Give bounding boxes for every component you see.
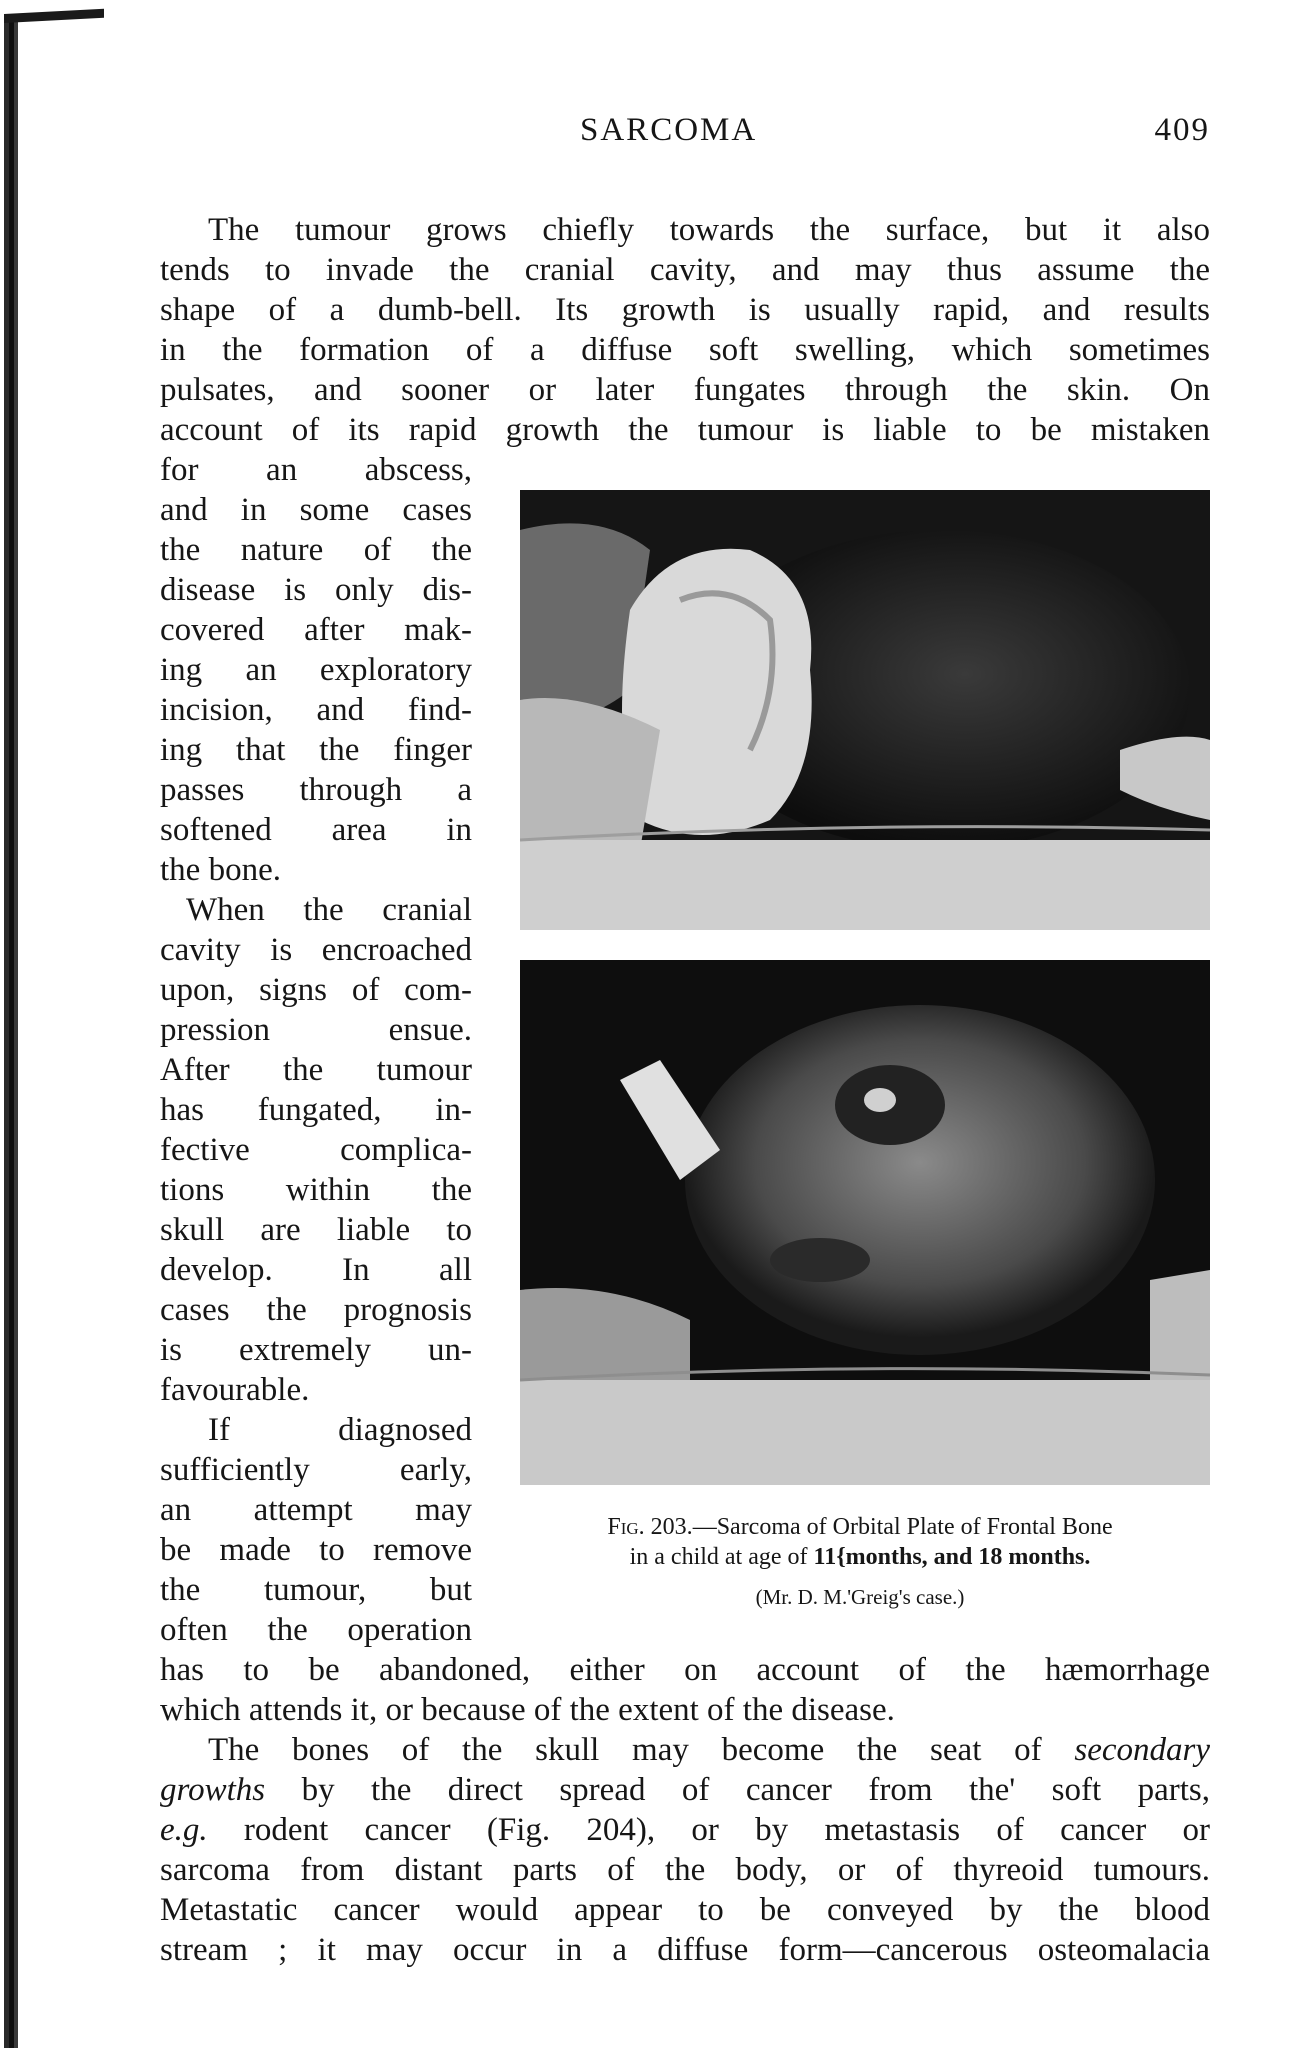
caption-text: in a child at age of <box>629 1544 814 1570</box>
body-line: stream ; it may occur in a diffuse form—cancerous osteomalacia <box>160 1932 1210 1968</box>
column-line: develop. In all <box>160 1252 472 1288</box>
column-line: the nature of the <box>160 532 472 568</box>
column-line: ing that the finger <box>160 732 472 768</box>
page-header <box>160 112 1210 162</box>
emphasis-text: e.g. <box>160 1812 208 1848</box>
column-line: softened area in <box>160 812 472 848</box>
column-line: After the tumour <box>160 1052 472 1088</box>
caption-bold-text: 11{months, and 18 months. <box>813 1544 1091 1570</box>
body-line: which attends it, or because of the extent of the disease. <box>160 1692 895 1728</box>
column-line: be made to remove <box>160 1532 472 1568</box>
figure-photo-top <box>520 490 1210 930</box>
column-line: ing an exploratory <box>160 652 472 688</box>
column-line: pression ensue. <box>160 1012 472 1048</box>
column-line: skull are liable to <box>160 1212 472 1248</box>
column-line: the tumour, but <box>160 1572 472 1608</box>
body-line: in the formation of a diffuse soft swelling, which sometimes <box>160 332 1210 368</box>
body-line: sarcoma from distant parts of the body, or of thyreoid tumours. <box>160 1852 1210 1888</box>
column-line: has fungated, in- <box>160 1092 472 1128</box>
book-spine-corner <box>4 9 104 23</box>
patient-photo-11-months <box>520 490 1210 930</box>
figure-caption-line2 <box>500 1542 1220 1572</box>
body-text: by the direct spread of cancer from the' soft parts, <box>265 1772 1210 1808</box>
patient-photo-18-months <box>520 960 1210 1485</box>
column-line: fective complica- <box>160 1132 472 1168</box>
body-line <box>160 1810 1210 1850</box>
body-line: tends to invade the cranial cavity, and may thus assume the <box>160 252 1210 288</box>
column-line: often the operation <box>160 1612 472 1648</box>
body-line <box>160 1730 1210 1770</box>
column-line: the bone. <box>160 852 281 888</box>
emphasis-text: secondary <box>1074 1732 1210 1768</box>
column-line: for an abscess, <box>160 452 472 488</box>
column-line: favourable. <box>160 1372 310 1408</box>
column-line: disease is only dis- <box>160 572 472 608</box>
body-line: account of its rapid growth the tumour is liable to be mistaken <box>160 412 1210 448</box>
column-line: and in some cases <box>160 492 472 528</box>
column-line: is extremely un- <box>160 1332 472 1368</box>
body-line: shape of a dumb-bell. Its growth is usually rapid, and results <box>160 292 1210 328</box>
figure-caption <box>500 1512 1220 1542</box>
column-line: tions within the <box>160 1172 472 1208</box>
column-line: passes through a <box>160 772 472 808</box>
column-line: upon, signs of com- <box>160 972 472 1008</box>
column-line: incision, and find- <box>160 692 472 728</box>
column-line: sufficiently early, <box>160 1452 472 1488</box>
page-number: 409 <box>1154 112 1210 148</box>
column-line: cases the prognosis <box>160 1292 472 1328</box>
column-line: When the cranial <box>186 892 472 928</box>
column-line: covered after mak- <box>160 612 472 648</box>
body-line: Metastatic cancer would appear to be conveyed by the blood <box>160 1892 1210 1928</box>
body-text: The bones of the skull may become the seat of <box>208 1732 1075 1768</box>
body-line <box>160 1770 1210 1810</box>
column-line: If diagnosed <box>208 1412 472 1448</box>
running-title: SARCOMA <box>580 112 758 148</box>
emphasis-text: growths <box>160 1772 266 1808</box>
body-line: pulsates, and sooner or later fungates through the skin. On <box>160 372 1210 408</box>
figure-photo-bottom <box>520 960 1210 1485</box>
figure-label: Fig. 203. <box>607 1514 693 1540</box>
caption-text: —Sarcoma of Orbital Plate of Frontal Bone <box>692 1514 1113 1540</box>
column-line: cavity is encroached <box>160 932 472 968</box>
book-spine-shadow <box>4 18 22 2048</box>
body-line: The tumour grows chiefly towards the surface, but it also <box>208 212 1210 248</box>
body-text: rodent cancer (Fig. 204), or by metastasis of cancer or <box>207 1812 1210 1848</box>
figure-credit: (Mr. D. M.'Greig's case.) <box>755 1585 965 1609</box>
column-line: an attempt may <box>160 1492 472 1528</box>
body-line: has to be abandoned, either on account of the hæmorrhage <box>160 1652 1210 1688</box>
